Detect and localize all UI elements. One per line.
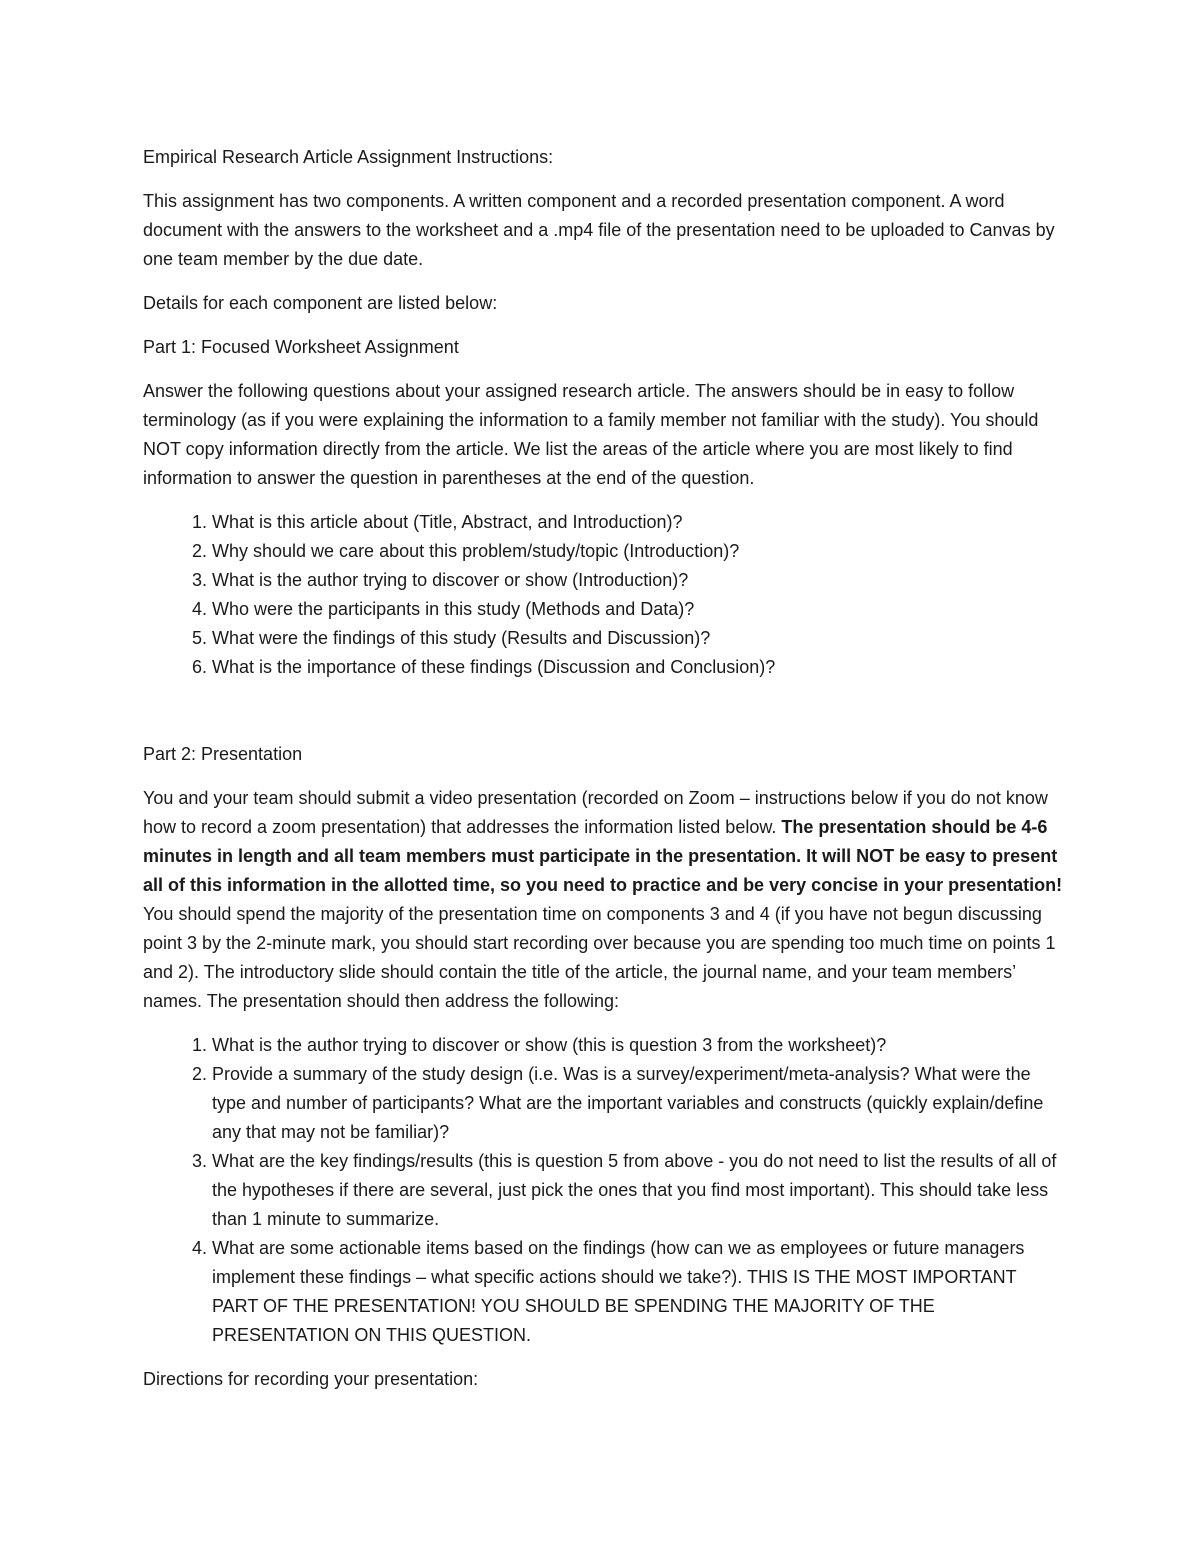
- document-body: [143, 143, 1063, 1409]
- section-spacer: [143, 697, 1063, 740]
- part2-text-a: You and your team should submit a video presentation (recorded on Zoom – instructions below if you do not know how to record a zoom presentation) that addresses the information listed below.: [143, 788, 1048, 837]
- part2-heading: Part 2: Presentation: [143, 744, 303, 764]
- details-label: Details for each component are listed below:: [143, 293, 498, 313]
- part2-item-list: [143, 1031, 1063, 1350]
- part1-question-list: [143, 508, 1063, 682]
- document-title: Empirical Research Article Assignment Instructions:: [143, 147, 554, 167]
- part2-description: [143, 784, 1063, 1016]
- part2-text-bold: The presentation should be 4-6 minutes in length and all team members must participate in the presentation. It will NOT be easy to present all of this information in the allotted time, so you need to practice and be very concise in your presentation!: [143, 817, 1063, 895]
- part1-heading: Part 1: Focused Worksheet Assignment: [143, 337, 459, 357]
- list-item: 3. What are the key findings/results (this is question 5 from above - you do not need to list the results of all of the hypotheses if there are several, just pick the ones that you find most important). This should take less than 1 minute to summarize.: [212, 1147, 1063, 1234]
- list-item: 5. What were the findings of this study (Results and Discussion)?: [212, 624, 1063, 653]
- directions-label: Directions for recording your presentation:: [143, 1369, 479, 1389]
- list-item: 3. What is the author trying to discover or show (Introduction)?: [212, 566, 1063, 595]
- part2-text-b: You should spend the majority of the presentation time on components 3 and 4 (if you have not begun discussing point 3 by the 2-minute mark, you should start recording over because you are spending too much time on points 1 and 2). The introductory slide should contain the title of the article, the journal name, and your team members’ names. The presentation should then address the following:: [143, 904, 1056, 1011]
- list-item: 2. Provide a summary of the study design (i.e. Was is a survey/experiment/meta-analysis? What were the type and number of participants? What are the important variables and constructs (quickly explain/define any that may not be familiar)?: [212, 1060, 1063, 1147]
- list-item: 4. What are some actionable items based on the findings (how can we as employees or future managers implement these findings – what specific actions should we take?). THIS IS THE MOST IMPORTANT PART OF THE PRESENTATION! YOU SHOULD BE SPENDING THE MAJORITY OF THE PRESENTATION ON THIS QUESTION.: [212, 1234, 1063, 1350]
- list-item: 1. What is this article about (Title, Abstract, and Introduction)?: [212, 508, 1063, 537]
- intro-paragraph: This assignment has two components. A written component and a recorded presentation component. A word document with the answers to the worksheet and a .mp4 file of the presentation need to be uploaded to Canvas by one team member by the due date.: [143, 191, 1055, 269]
- list-item: 6. What is the importance of these findings (Discussion and Conclusion)?: [212, 653, 1063, 682]
- list-item: 4. Who were the participants in this study (Methods and Data)?: [212, 595, 1063, 624]
- list-item: 1. What is the author trying to discover or show (this is question 3 from the worksheet)?: [212, 1031, 1063, 1060]
- part1-description: Answer the following questions about your assigned research article. The answers should be in easy to follow terminology (as if you were explaining the information to a family member not familiar with the study). You should NOT copy information directly from the article. We list the areas of the article where you are most likely to find information to answer the question in parentheses at the end of the question.: [143, 381, 1039, 488]
- list-item: 2. Why should we care about this problem/study/topic (Introduction)?: [212, 537, 1063, 566]
